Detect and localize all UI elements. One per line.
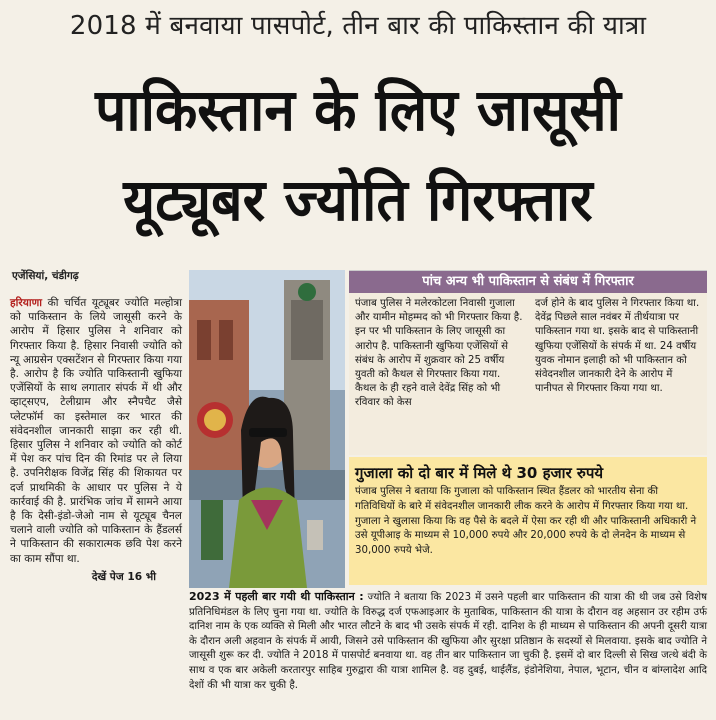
- dateline: एजेंसियां, चंडीगढ़: [12, 270, 79, 282]
- left-article-column: [10, 296, 182, 584]
- related-arrests-column-1: पंजाब पुलिस ने मलेरकोटला निवासी गुजाला और यामीन मोहम्मद को भी गिरफ्तार किया है. इन पर भी पाकिस्तान के लिए जासूसी का आरोप है. पाकिस्तानी खुफिया एजेंसियों से संबंध के आरोप में शुक्रवार को 25 वर्षीय युवती को कैथल से गिरफ्तार किया गया. कैथल के ही रहने वाले देवेंद्र सिंह को भी रविवार को केस: [355, 298, 523, 409]
- payment-info-body: पंजाब पुलिस ने बताया कि गुजाला को पाकिस्तान स्थित हैंडलर को भारतीय सेना की गतिविधियों के बारे में संवेदनशील जानकारी लीक करने के आरोप में गिरफ्तार किया गया था. गुजाला ने खुलासा किया कि वह पैसे के बदले में ऐसा कर रही थी और पाकिस्तानी अधिकारी ने उसे यूपीआइ के माध्यम से 10,000 रुपये और 20,000 रुपये के दो लेनदेन के माध्यम से 30,000 रुपये भेजे.: [355, 486, 697, 557]
- news-photo: [189, 270, 345, 588]
- headline-line-2: यूट्यूबर ज्योति गिरफ्तार: [123, 166, 593, 234]
- related-arrests-column-2: दर्ज होने के बाद पुलिस ने गिरफ्तार किया था. देवेंद्र पिछले साल नवंबर में तीर्थयात्रा पर पाकिस्तान गया था. इसके बाद से पाकिस्तानी खुफिया एजेंसियों के संपर्क में था. 24 वर्षीय युवक नोमान इलाही को भी पाकिस्तान को संवेदनशील जानकारी देने के आरोप में पानीपत से गिरफ्तार किया गया था.: [535, 298, 700, 395]
- bottom-article-body: ज्योति ने बताया कि 2023 में उसने पहली बार पाकिस्तान की यात्रा की थी जब उसे विशेष प्रतिनिधिमंडल के लिए चुना गया था. ज्योति के विरुद्ध दर्ज एफआइआर के मुताबिक, पाकिस्तान की यात्रा के दौरान वह अहसान उर रहीम उर्फ दानिश नाम के एक व्यक्ति से मिली और भारत लौटने के बाद भी उसके संपर्क में रही. दानिश के ही माध्यम से पाकिस्तान की अपनी दूसरी यात्रा के दौरान अली अहवान के संपर्क में आयी, जिसने उसे पाकिस्तान की खुफिया और सुरक्षा प्रतिष्ठान के सदस्यों से मिलवाया. इसके बाद ज्योति ने जासूसी शुरू कर दी. ज्योति ने 2018 में पासपोर्ट बनवाया था. वह तीन बार पाकिस्तान जा चुकी है. इसमें दो बार दिल्ली से सिख जत्थे बंदी के साथ व एक बार अकेली करतारपुर साहिब गुरुद्वारा की यात्रा शामिल है. वह दुबई, थाईलैंड, इंडोनेशिया, नेपाल, भूटान, चीन व बांग्लादेश आदि देशों की भी यात्रा कर चुकी है.: [189, 592, 708, 691]
- related-arrests-title: पांच अन्य भी पाकिस्तान से संबंध में गिरफ्तार: [349, 271, 707, 293]
- bottom-article-lead: 2023 में पहली बार गयी थी पाकिस्तान :: [189, 590, 364, 603]
- payment-info-box: [349, 457, 707, 585]
- payment-info-title: गुजाला को दो बार में मिले थे 30 हजार रुपये: [355, 464, 604, 482]
- related-arrests-box: [349, 270, 707, 455]
- photo-illustration: [189, 270, 345, 588]
- lead-word: हरियाणा: [10, 297, 42, 309]
- continued-reference: देखें पेज 16 भी: [91, 570, 156, 583]
- headline-kicker: 2018 में बनवाया पासपोर्ट, तीन बार की पाकिस्तान की यात्रा: [69, 11, 647, 41]
- headline-line-1: पाकिस्तान के लिए जासूसी: [95, 76, 621, 144]
- bottom-article: [189, 590, 707, 693]
- left-article-body: की चर्चित यूट्यूबर ज्योति मल्होत्रा को पाकिस्तान के लिये जासूसी करने के आरोप में हिसार पुलिस ने शनिवार को गिरफ्तार किया है. हिसार निवासी ज्योति को न्यू आग्रसेन एक्सटेंशन से गिरफ्तार किया गया है. आरोप है कि ज्योति पाकिस्तानी खुफिया एजेंसियों के साथ लगातार संपर्क में थी और व्हाट्सएप, टेलीग्राम और स्नैपचैट जैसे प्लेटफॉर्म का इस्तेमाल कर भारत की संवेदनशील जानकारी साझा कर रही थी. हिसार पुलिस ने शनिवार को ज्योति को कोर्ट में पेश कर पांच दिन की रिमांड पर ले लिया है. उपनिरीक्षक विजेंद्र सिंह की शिकायत पर दर्ज प्राथमिकी के आधार पर पुलिस ने ये कार्रवाई की है. प्रारंभिक जांच में सामने आया है कि देसी-इंडो-जेओ नाम से यूट्यूब चैनल चलाने वाली ज्योति को पाकिस्तान के हैंडलर्स ने पाकिस्तान की सकारात्मक छवि पेश करने का काम सौंपा था.: [10, 297, 182, 565]
